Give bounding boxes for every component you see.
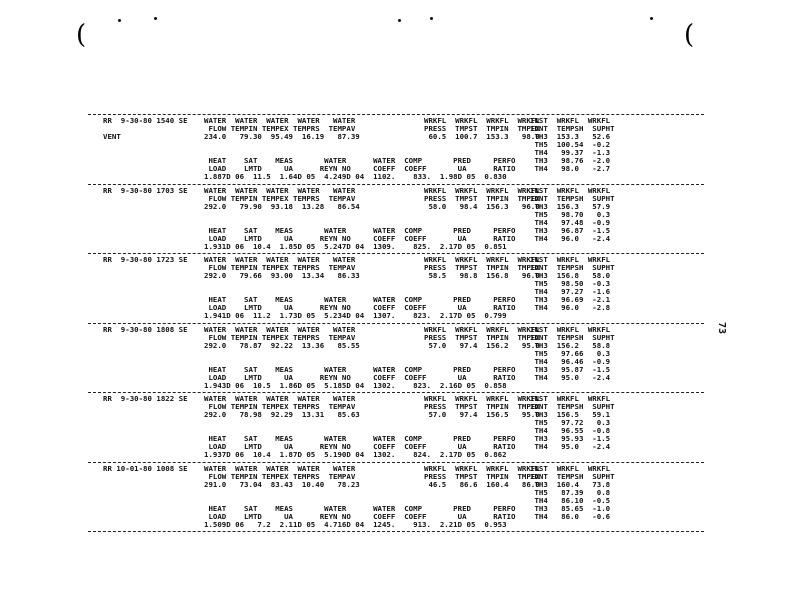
- inst-data-row: TH4 96.55 -0.8: [530, 426, 611, 435]
- inst-header-row2: IDNT TEMPSH SUPHT: [530, 332, 615, 342]
- record-header: RR 9-30-80 1540 SE: [103, 116, 188, 125]
- inst-header-row2: IDNT TEMPSH SUPHT: [530, 263, 615, 272]
- punch-hole-mark-right: (: [684, 20, 695, 50]
- heat-values-row: 1.509D 06 7.2 2.11D 05 4.716D 04 1245. 913. 2.21D 05 0.953: [204, 519, 507, 529]
- inst-header-row1: INST WRKFL WRKFL: [530, 463, 611, 473]
- water-labels-row2: FLOW TEMPIN TEMPEX TEMPRS TEMPAV: [204, 263, 356, 272]
- workfluid-labels-row2: PRESS TMPST TMPIN TMPEX: [424, 402, 540, 411]
- heat-labels-row1: HEAT SAT MEAS WATER WATER COMP PRED PERFO: [204, 434, 516, 443]
- heat-labels-row1: HEAT SAT MEAS WATER WATER COMP PRED PERFO: [204, 295, 516, 304]
- inst-header-row1: INST WRKFL WRKFL: [530, 116, 611, 125]
- scan-speck: [118, 19, 121, 22]
- inst-data-row: TH4 86.10 -0.5: [530, 495, 611, 505]
- heat-labels-row1: HEAT SAT MEAS WATER WATER COMP PRED PERFO: [204, 364, 516, 374]
- heat-labels-row2: LOAD LMTD UA REYN NO COEFF COEFF UA RATIO: [204, 511, 516, 521]
- workfluid-labels-row2: PRESS TMPST TMPIN TMPEX: [424, 332, 540, 342]
- record-header: RR 9-30-80 1703 SE: [103, 185, 188, 195]
- heat-labels-row2: LOAD LMTD UA REYN NO COEFF COEFF UA RATIO: [204, 233, 516, 243]
- inst-data-row: TH5 87.39 0.8: [530, 487, 611, 497]
- inst-data-row: TH5 98.50 -0.3: [530, 279, 611, 288]
- record-header: RR 9-30-80 1808 SE: [103, 324, 188, 334]
- inst-data-row: TH4 99.37 -1.3: [530, 148, 611, 157]
- workfluid-values-row: 60.5 100.7 153.3 98.0: [424, 132, 540, 141]
- record-separator: [88, 531, 704, 532]
- inst-data-row: TH4 96.0 -2.8: [530, 303, 611, 312]
- workfluid-labels-row1: WRKFL WRKFL WRKFL WRKFL: [424, 463, 540, 473]
- workfluid-labels-row1: WRKFL WRKFL WRKFL WRKFL: [424, 324, 540, 334]
- page-number: 73: [716, 322, 727, 335]
- water-labels-row2: FLOW TEMPIN TEMPEX TEMPRS TEMPAV: [204, 193, 356, 203]
- inst-data-row: TH3 85.65 -1.0: [530, 503, 611, 513]
- inst-header-row2: IDNT TEMPSH SUPHT: [530, 402, 615, 411]
- record-tag: VENT: [103, 132, 121, 141]
- inst-data-row: TH4 86.0 -0.6: [530, 511, 611, 521]
- inst-data-row: TH4 96.46 -0.9: [530, 356, 611, 366]
- record-separator: [88, 253, 704, 254]
- record-separator: [88, 114, 704, 115]
- inst-data-row: TH5 97.72 0.3: [530, 418, 611, 427]
- water-labels-row1: WATER WATER WATER WATER WATER: [204, 324, 356, 334]
- inst-data-row: TH4 96.0 -2.4: [530, 233, 611, 243]
- water-labels-row1: WATER WATER WATER WATER WATER: [204, 463, 356, 473]
- workfluid-labels-row2: PRESS TMPST TMPIN TMPEX: [424, 193, 540, 203]
- water-labels-row1: WATER WATER WATER WATER WATER: [204, 255, 356, 264]
- heat-labels-row1: HEAT SAT MEAS WATER WATER COMP PRED PERFO: [204, 156, 516, 165]
- record-header: RR 9-30-80 1723 SE: [103, 255, 188, 264]
- record-header: RR 10-01-80 1008 SE: [103, 463, 188, 473]
- inst-data-row: TH4 95.0 -2.4: [530, 442, 611, 451]
- inst-header-row2: IDNT TEMPSH SUPHT: [530, 193, 615, 203]
- inst-data-row: TH3 156.2 58.8: [530, 340, 611, 350]
- workfluid-values-row: 46.5 86.6 160.4 86.0: [424, 479, 540, 489]
- inst-header-row2: IDNT TEMPSH SUPHT: [530, 124, 615, 133]
- inst-data-row: TH3 153.3 52.6: [530, 132, 611, 141]
- heat-labels-row2: LOAD LMTD UA REYN NO COEFF COEFF UA RATIO: [204, 372, 516, 382]
- inst-data-row: TH3 156.8 58.0: [530, 271, 611, 280]
- inst-data-row: TH4 97.27 -1.6: [530, 287, 611, 296]
- scan-speck: [650, 17, 653, 20]
- inst-data-row: TH3 156.3 57.9: [530, 201, 611, 211]
- workfluid-values-row: 57.0 97.4 156.5 95.0: [424, 410, 540, 419]
- workfluid-labels-row1: WRKFL WRKFL WRKFL WRKFL: [424, 185, 540, 195]
- record-separator: [88, 323, 704, 324]
- workfluid-labels-row1: WRKFL WRKFL WRKFL WRKFL: [424, 255, 540, 264]
- record-separator: [88, 462, 704, 463]
- record-separator: [88, 392, 704, 393]
- water-values-row: 292.0 78.98 92.29 13.31 85.63: [204, 410, 360, 419]
- water-values-row: 292.0 79.90 93.18 13.28 86.54: [204, 201, 360, 211]
- water-values-row: 292.0 78.87 92.22 13.36 85.55: [204, 340, 360, 350]
- inst-data-row: TH5 98.70 0.3: [530, 209, 611, 219]
- water-labels-row2: FLOW TEMPIN TEMPEX TEMPRS TEMPAV: [204, 332, 356, 342]
- punch-hole-mark-left: (: [76, 20, 87, 50]
- workfluid-labels-row2: PRESS TMPST TMPIN TMPEX: [424, 124, 540, 133]
- heat-values-row: 1.887D 06 11.5 1.64D 05 4.249D 04 1102. 833. 1.98D 05 0.830: [204, 172, 507, 181]
- water-labels-row2: FLOW TEMPIN TEMPEX TEMPRS TEMPAV: [204, 124, 356, 133]
- inst-data-row: TH3 156.5 59.1: [530, 410, 611, 419]
- inst-header-row1: INST WRKFL WRKFL: [530, 324, 611, 334]
- water-labels-row2: FLOW TEMPIN TEMPEX TEMPRS TEMPAV: [204, 402, 356, 411]
- scan-speck: [398, 19, 401, 22]
- workfluid-values-row: 57.0 97.4 156.2 95.0: [424, 340, 540, 350]
- heat-values-row: 1.931D 06 10.4 1.85D 05 5.247D 04 1309. 825. 2.17D 05 0.851: [204, 241, 507, 251]
- heat-labels-row1: HEAT SAT MEAS WATER WATER COMP PRED PERFO: [204, 225, 516, 235]
- inst-data-row: TH4 97.48 -0.9: [530, 217, 611, 227]
- water-values-row: 291.0 73.04 83.43 10.40 78.23: [204, 479, 360, 489]
- heat-labels-row2: LOAD LMTD UA REYN NO COEFF COEFF UA RATIO: [204, 442, 516, 451]
- water-labels-row1: WATER WATER WATER WATER WATER: [204, 394, 356, 403]
- water-values-row: 234.0 79.30 95.49 16.19 87.39: [204, 132, 360, 141]
- scan-speck: [154, 17, 157, 20]
- workfluid-values-row: 58.5 98.8 156.8 96.0: [424, 271, 540, 280]
- heat-labels-row1: HEAT SAT MEAS WATER WATER COMP PRED PERFO: [204, 503, 516, 513]
- heat-labels-row2: LOAD LMTD UA REYN NO COEFF COEFF UA RATIO: [204, 303, 516, 312]
- heat-values-row: 1.937D 06 10.4 1.87D 05 5.190D 04 1302. 824. 2.17D 05 0.862: [204, 450, 507, 459]
- inst-data-row: TH3 95.93 -1.5: [530, 434, 611, 443]
- inst-data-row: TH3 160.4 73.8: [530, 479, 611, 489]
- workfluid-labels-row2: PRESS TMPST TMPIN TMPEX: [424, 471, 540, 481]
- inst-header-row1: INST WRKFL WRKFL: [530, 394, 611, 403]
- workfluid-labels-row1: WRKFL WRKFL WRKFL WRKFL: [424, 394, 540, 403]
- inst-data-row: TH4 98.0 -2.7: [530, 164, 611, 173]
- water-labels-row1: WATER WATER WATER WATER WATER: [204, 116, 356, 125]
- water-values-row: 292.0 79.66 93.00 13.34 86.33: [204, 271, 360, 280]
- record-separator: [88, 184, 704, 185]
- workfluid-values-row: 58.0 98.4 156.3 96.0: [424, 201, 540, 211]
- scan-speck: [430, 17, 433, 20]
- inst-data-row: TH3 96.87 -1.5: [530, 225, 611, 235]
- inst-data-row: TH5 100.54 -0.2: [530, 140, 611, 149]
- heat-labels-row2: LOAD LMTD UA REYN NO COEFF COEFF UA RATIO: [204, 164, 516, 173]
- inst-header-row2: IDNT TEMPSH SUPHT: [530, 471, 615, 481]
- inst-data-row: TH3 98.76 -2.0: [530, 156, 611, 165]
- workfluid-labels-row2: PRESS TMPST TMPIN TMPEX: [424, 263, 540, 272]
- inst-data-row: TH5 97.66 0.3: [530, 348, 611, 358]
- inst-header-row1: INST WRKFL WRKFL: [530, 185, 611, 195]
- inst-data-row: TH3 95.87 -1.5: [530, 364, 611, 374]
- inst-data-row: TH3 96.69 -2.1: [530, 295, 611, 304]
- inst-data-row: TH4 95.0 -2.4: [530, 372, 611, 382]
- water-labels-row2: FLOW TEMPIN TEMPEX TEMPRS TEMPAV: [204, 471, 356, 481]
- heat-values-row: 1.943D 06 10.5 1.86D 05 5.185D 04 1302. 823. 2.16D 05 0.858: [204, 380, 507, 390]
- water-labels-row1: WATER WATER WATER WATER WATER: [204, 185, 356, 195]
- inst-header-row1: INST WRKFL WRKFL: [530, 255, 611, 264]
- record-header: RR 9-30-80 1822 SE: [103, 394, 188, 403]
- workfluid-labels-row1: WRKFL WRKFL WRKFL WRKFL: [424, 116, 540, 125]
- heat-values-row: 1.941D 06 11.2 1.73D 05 5.234D 04 1307. 823. 2.17D 05 0.799: [204, 311, 507, 320]
